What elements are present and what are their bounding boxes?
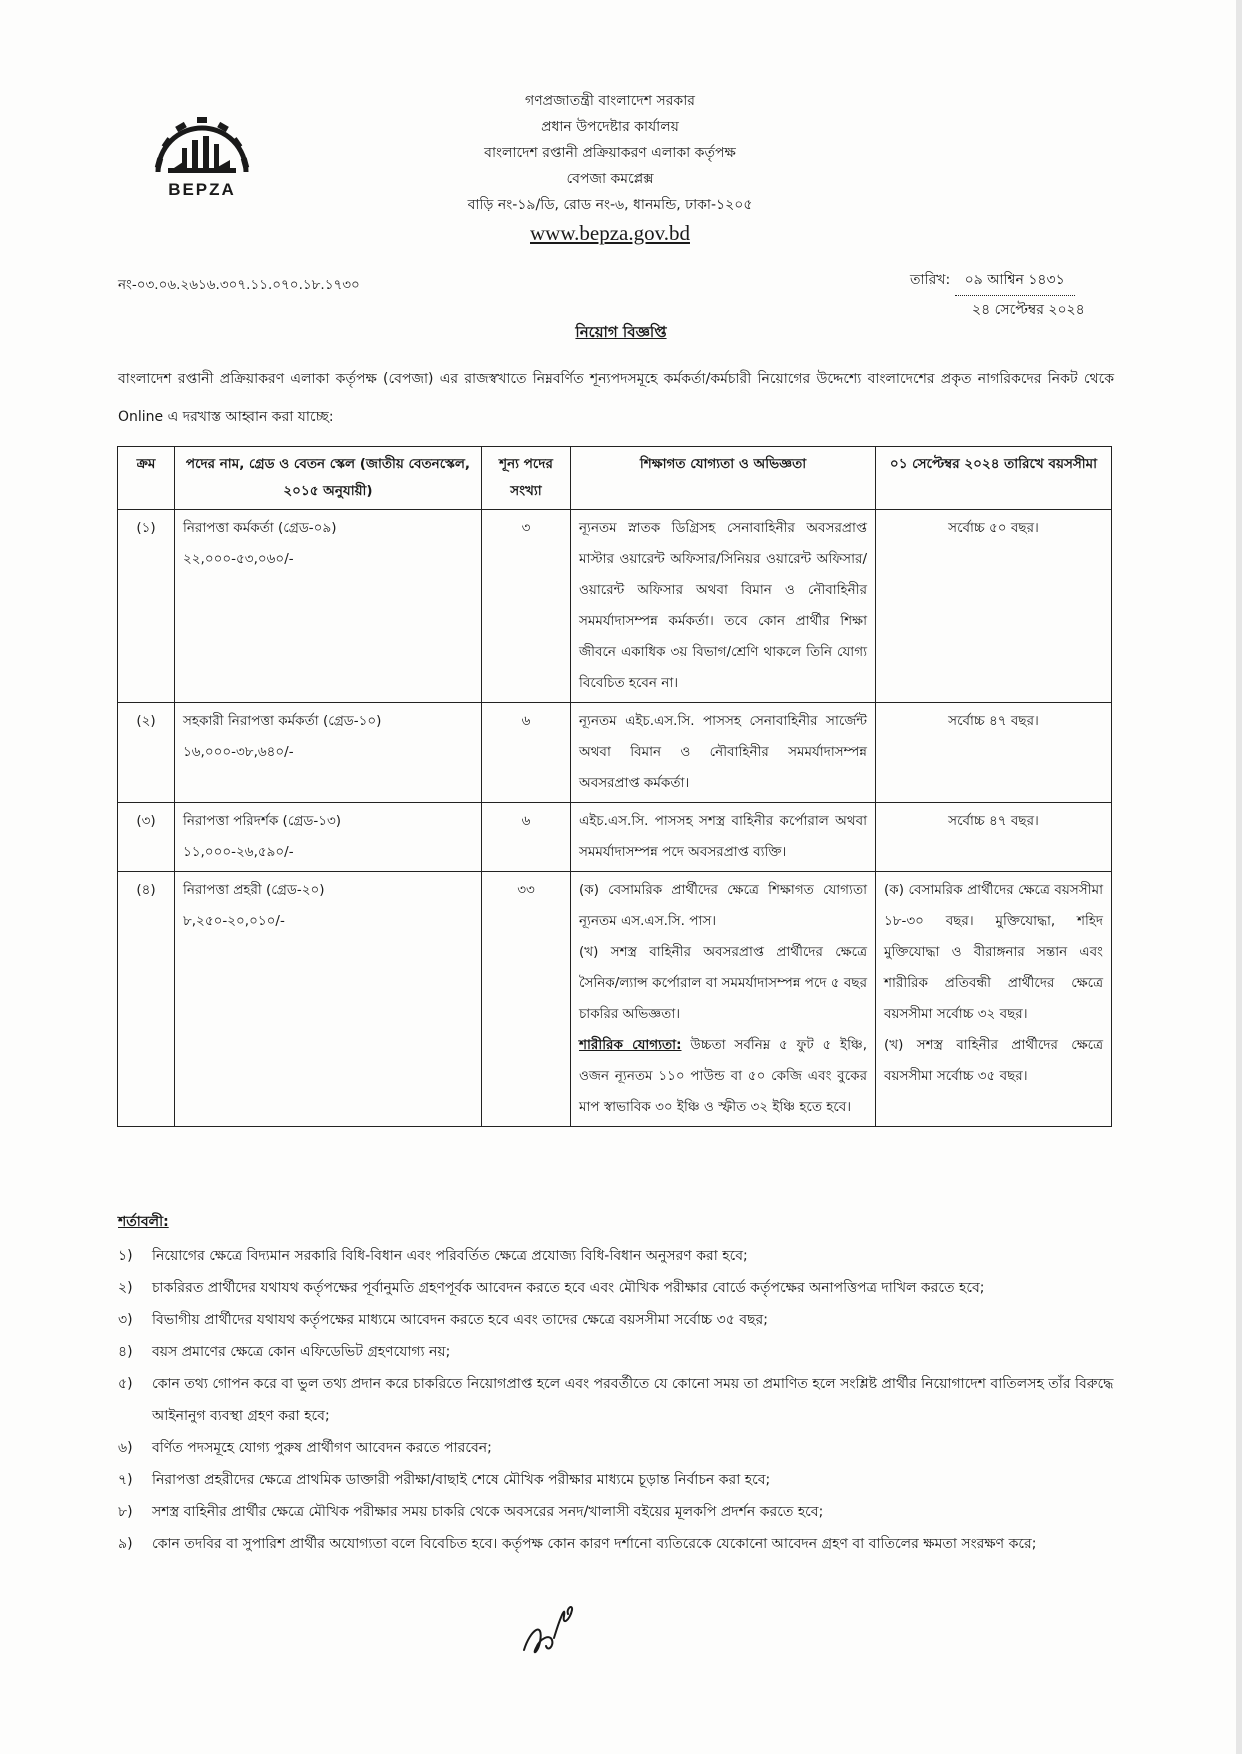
row-sl: (৪) [118, 872, 175, 1127]
term-text: সশস্ত্র বাহিনীর প্রার্থীর ক্ষেত্রে মৌখিক পরীক্ষার সময় চাকরি থেকে অবসরের সনদ/খালাসী বইয়ের মূলকপি প্রদর্শন করতে হবে; [152, 1504, 824, 1520]
list-item [118, 1336, 1118, 1368]
list-item [118, 1368, 1118, 1432]
header-line-govt: গণপ্রজাতন্ত্রী বাংলাদেশ সরকার [525, 93, 695, 109]
pay-scale: ২২,০০০-৫৩,০৬০/- [183, 551, 294, 567]
notice-title-text: নিয়োগ বিজ্ঞপ্তি [575, 323, 667, 341]
qualification-armed-forces: (খ) সশস্ত্র বাহিনীর অবসরপ্রাপ্ত প্রার্থীদের ক্ষেত্রে সৈনিক/ল্যান্স কর্পোরাল বা সমমর্যাদাসম্পন্ন পদে ৫ বছর চাকরির অভিজ্ঞতা। [579, 944, 867, 1022]
col-header-age: ০১ সেপ্টেম্বর ২০২৪ তারিখে বয়সসীমা [876, 447, 1112, 510]
terms-title: শর্তাবলী: [118, 1214, 169, 1230]
term-number: ৪) [118, 1344, 133, 1360]
post-name: নিরাপত্তা কর্মকর্তা (গ্রেড-০৯) [183, 520, 337, 536]
term-number: ৬) [118, 1440, 133, 1456]
row-sl: (১) [118, 510, 175, 703]
header-line-address: বাড়ি নং-১৯/ডি, রোড নং-৬, ধানমন্ডি, ঢাকা-১২০৫ [467, 197, 753, 213]
header-line-office: প্রধান উপদেষ্টার কার্যালয় [541, 119, 679, 135]
term-number: ৩) [118, 1312, 133, 1328]
notice-title [0, 321, 1242, 346]
row-post [175, 703, 482, 803]
col-header-count: শূন্য পদের সংখ্যা [482, 447, 571, 510]
row-count: ৩৩ [482, 872, 571, 1127]
term-text: নিরাপত্তা প্রহরীদের ক্ষেত্রে প্রাথমিক ডাক্তারী পরীক্ষা/বাছাই শেষে মৌখিক পরীক্ষার মাধ্যমে চূড়ান্ত নির্বাচন করা হবে; [152, 1472, 771, 1488]
term-number: ৭) [118, 1472, 133, 1488]
table-header-row [118, 447, 1112, 510]
header-line-authority: বাংলাদেশ রপ্তানী প্রক্রিয়াকরণ এলাকা কর্তৃপক্ষ [484, 145, 736, 161]
row-qualification: এইচ.এস.সি. পাসসহ সশস্ত্র বাহিনীর কর্পোরাল অথবা সমমর্যাদাসম্পন্ন পদে অবসরপ্রাপ্ত ব্যক্তি। [571, 803, 876, 872]
posts-table [117, 446, 1112, 1127]
list-item [118, 1432, 1118, 1464]
header-line-complex: বেপজা কমপ্লেক্স [566, 171, 654, 187]
col-header-sl: ক্রম [118, 447, 175, 510]
website-link[interactable]: www.bepza.gov.bd [530, 221, 690, 245]
term-number: ২) [118, 1280, 133, 1296]
table-row [118, 872, 1112, 1127]
row-qualification [571, 872, 876, 1127]
table-row [118, 510, 1112, 703]
qualification-physical [579, 1030, 867, 1123]
post-name: নিরাপত্তা পরিদর্শক (গ্রেড-১৩) [183, 813, 342, 829]
row-qualification: ন্যূনতম এইচ.এস.সি. পাসসহ সেনাবাহিনীর সার্জেন্ট অথবা বিমান ও নৌবাহিনীর সমমর্যাদাসম্পন্ন অবসরপ্রাপ্ত কর্মকর্তা। [571, 703, 876, 803]
row-age [876, 872, 1112, 1127]
physical-text: উচ্চতা সর্বনিম্ন ৫ ফুট ৫ ইঞ্চি, ওজন ন্যূনতম ১১০ পাউন্ড বা ৫০ কেজি এবং বুকের মাপ স্বাভাবিক ৩০ ইঞ্চি ও স্ফীত ৩২ ইঞ্চি হতে হবে। [579, 1037, 868, 1115]
date-block [910, 266, 1110, 325]
list-item [118, 1272, 1118, 1304]
term-text: বিভাগীয় প্রার্থীদের যথাযথ কর্তৃপক্ষের মাধ্যমে আবেদন করতে হবে এবং তাদের ক্ষেত্রে বয়সসীমা সর্বোচ্চ ৩৫ বছর; [152, 1312, 768, 1328]
signature-icon [510, 1590, 590, 1670]
age-armed-forces: (খ) সশস্ত্র বাহিনীর প্রার্থীদের ক্ষেত্রে বয়সসীমা সর্বোচ্চ ৩৫ বছর। [884, 1037, 1103, 1084]
terms-section [118, 1210, 1118, 1560]
list-item [118, 1304, 1118, 1336]
row-sl: (৩) [118, 803, 175, 872]
list-item [118, 1528, 1118, 1560]
term-text: বর্ণিত পদসমূহে যোগ্য পুরুষ প্রার্থীগণ আবেদন করতে পারবেন; [152, 1440, 492, 1456]
row-post [175, 510, 482, 703]
row-post [175, 872, 482, 1127]
list-item [118, 1240, 1118, 1272]
row-age: সর্বোচ্চ ৪৭ বছর। [876, 803, 1112, 872]
physical-label: শারীরিক যোগ্যতা: [579, 1037, 682, 1053]
row-count: ৬ [482, 803, 571, 872]
col-header-qualification: শিক্ষাগত যোগ্যতা ও অভিজ্ঞতা [571, 447, 876, 510]
post-name: সহকারী নিরাপত্তা কর্মকর্তা (গ্রেড-১০) [183, 713, 382, 729]
table-row [118, 703, 1112, 803]
post-name: নিরাপত্তা প্রহরী (গ্রেড-২০) [183, 882, 325, 898]
pay-scale: ১১,০০০-২৬,৫৯০/- [183, 844, 294, 860]
row-sl: (২) [118, 703, 175, 803]
pay-scale: ১৬,০০০-৩৮,৬৪০/- [183, 744, 294, 760]
terms-list [118, 1240, 1118, 1560]
term-number: ৮) [118, 1504, 133, 1520]
term-text: নিয়োগের ক্ষেত্রে বিদ্যমান সরকারি বিধি-বিধান এবং পরিবর্তিত ক্ষেত্রে প্রযোজ্য বিধি-বিধান অনুসরণ করা হবে; [152, 1248, 748, 1264]
letterhead [380, 88, 840, 248]
table-row [118, 803, 1112, 872]
col-header-name: পদের নাম, গ্রেড ও বেতন স্কেল (জাতীয় বেতনস্কেল, ২০১৫ অনুযায়ী) [175, 447, 482, 510]
term-text: কোন তদবির বা সুপারিশ প্রার্থীর অযোগ্যতা বলে বিবেচিত হবে। কর্তৃপক্ষ কোন কারণ দর্শানো ব্যতিরেকে যেকোনো আবেদন গ্রহণ বা বাতিলের ক্ষমতা সংরক্ষণ করে; [152, 1536, 1037, 1552]
term-number: ১) [118, 1248, 133, 1264]
row-qualification: ন্যূনতম স্নাতক ডিগ্রিসহ সেনাবাহিনীর অবসরপ্রাপ্ত মাস্টার ওয়ারেন্ট অফিসার/সিনিয়র ওয়ারেন্ট অফিসার/ ওয়ারেন্ট অফিসার অথবা বিমান ও নৌবাহিনীর সমমর্যাদাসম্পন্ন কর্মকর্তা। তবে কোন প্রার্থীর শিক্ষা জীবনে একাধিক ৩য় বিভাগ/শ্রেণি থাকলে তিনি যোগ্য বিবেচিত হবেন না। [571, 510, 876, 703]
date-label: তারিখ: [910, 272, 951, 288]
term-text: বয়স প্রমাণের ক্ষেত্রে কোন এফিডেভিট গ্রহণযোগ্য নয়; [152, 1344, 451, 1360]
row-count: ৩ [482, 510, 571, 703]
row-post [175, 803, 482, 872]
list-item [118, 1464, 1118, 1496]
term-number: ৯) [118, 1536, 133, 1552]
bepza-logo [146, 110, 258, 202]
date-english: ২৪ সেপ্টেম্বর ২০২৪ [972, 302, 1085, 318]
pay-scale: ৮,২৫০-২০,০১০/- [183, 913, 285, 929]
row-age: সর্বোচ্চ ৫০ বছর। [876, 510, 1112, 703]
list-item [118, 1496, 1118, 1528]
age-civilian: (ক) বেসামরিক প্রার্থীদের ক্ষেত্রে বয়সসীমা ১৮-৩০ বছর। মুক্তিযোদ্ধা, শহিদ মুক্তিযোদ্ধা ও বীরাঙ্গনার সন্তান এবং শারীরিক প্রতিবন্ধী প্রার্থীদের ক্ষেত্রে বয়সসীমা সর্বোচ্চ ৩২ বছর। [884, 882, 1103, 1022]
term-text: কোন তথ্য গোপন করে বা ভুল তথ্য প্রদান করে চাকরিতে নিয়োগপ্রাপ্ত হলে এবং পরবর্তীতে যে কোনো সময় তা প্রমাণিত হলে সংশ্লিষ্ট প্রার্থীর নিয়োগাদেশ বাতিলসহ তাঁর বিরুদ্ধে আইনানুগ ব্যবস্থা গ্রহণ করা হবে; [152, 1376, 1114, 1424]
date-bangla: ০৯ আশ্বিন ১৪৩১ [955, 266, 1075, 296]
logo-text: BEPZA [168, 180, 236, 199]
gear-factory-icon [146, 110, 258, 182]
intro-paragraph: বাংলাদেশ রপ্তানী প্রক্রিয়াকরণ এলাকা কর্তৃপক্ষ (বেপজা) এর রাজস্বখাতে নিম্নবর্ণিত শূন্যপদসমূহে কর্মকর্তা/কর্মচারী নিয়োগের উদ্দেশ্যে বাংলাদেশের প্রকৃত নাগরিকদের নিকট থেকে Online এ দরখাস্ত আহ্বান করা যাচ্ছে: [118, 371, 1114, 425]
memo-number: নং-০৩.০৬.২৬১৬.৩০৭.১১.০৭০.১৮.১৭৩০ [118, 277, 360, 293]
qualification-civilian: (ক) বেসামরিক প্রার্থীদের ক্ষেত্রে শিক্ষাগত যোগ্যতা ন্যূনতম এস.এস.সি. পাস। [579, 882, 867, 929]
row-count: ৬ [482, 703, 571, 803]
term-number: ৫) [118, 1376, 133, 1392]
term-text: চাকরিরত প্রার্থীদের যথাযথ কর্তৃপক্ষের পূর্বানুমতি গ্রহণপূর্বক আবেদন করতে হবে এবং মৌখিক পরীক্ষার বোর্ডে কর্তৃপক্ষের অনাপত্তিপত্র দাখিল করতে হবে; [152, 1280, 985, 1296]
scan-edge [1236, 0, 1242, 1754]
row-age: সর্বোচ্চ ৪৭ বছর। [876, 703, 1112, 803]
